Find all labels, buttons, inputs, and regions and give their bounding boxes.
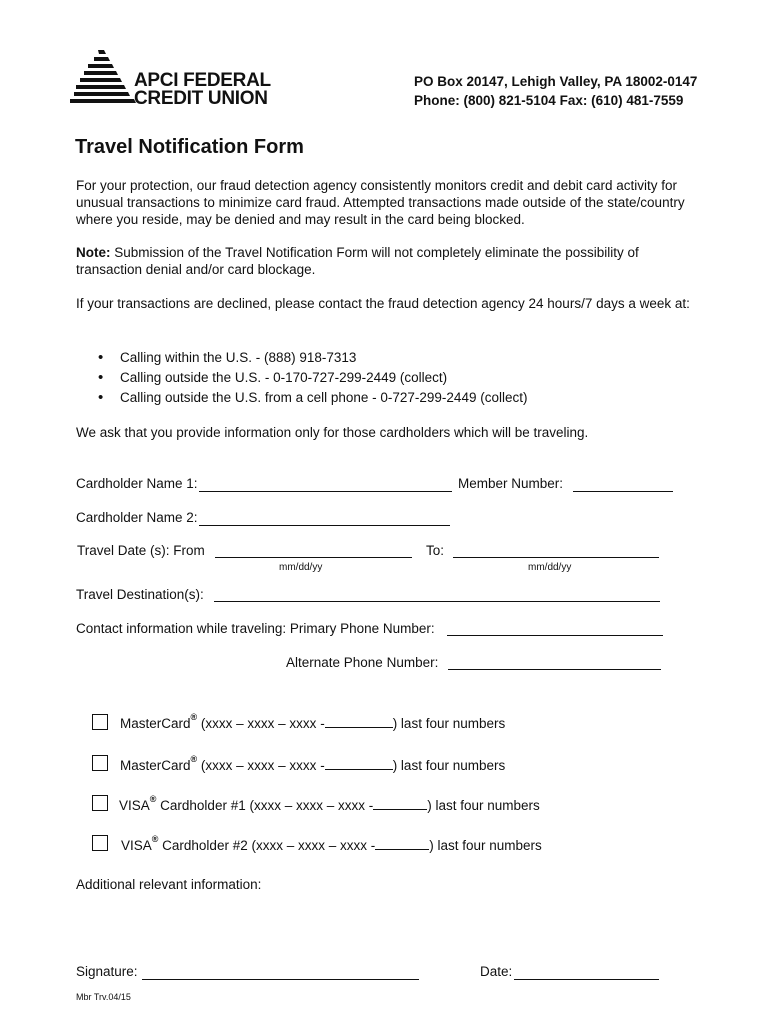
card-brand: MasterCard [120, 716, 191, 731]
cardholder-name-2-label: Cardholder Name 2: [76, 510, 198, 525]
signature-label: Signature: [76, 964, 138, 979]
card-mask: (xxxx – xxxx – xxxx - [197, 716, 325, 731]
visa-2-last-four-field[interactable] [375, 836, 429, 850]
note-label: Note: [76, 245, 111, 260]
mastercard-2-row [120, 756, 505, 773]
cardholder-name-2-field[interactable] [199, 511, 450, 526]
visa-1-checkbox[interactable] [92, 795, 108, 811]
cardholder-name-1-label: Cardholder Name 1: [76, 476, 198, 491]
travel-destination-label: Travel Destination(s): [76, 587, 204, 602]
card-mask: Cardholder #2 (xxxx – xxxx – xxxx - [158, 838, 376, 853]
card-brand: MasterCard [120, 758, 191, 773]
visa-1-row [119, 796, 540, 813]
mastercard-1-row [120, 714, 505, 731]
mailing-address: PO Box 20147, Lehigh Valley, PA 18002-0147 [414, 74, 698, 89]
additional-info-label: Additional relevant information: [76, 877, 262, 892]
form-code: Mbr Trv.04/15 [76, 992, 131, 1002]
signature-field[interactable] [142, 965, 419, 980]
declined-paragraph: If your transactions are declined, please contact the fraud detection agency 24 hours/7 days a week at: [76, 296, 690, 311]
card-suffix: ) last four numbers [427, 798, 540, 813]
card-suffix: ) last four numbers [392, 758, 506, 773]
date-format-hint-to: mm/dd/yy [528, 562, 572, 573]
mastercard-1-last-four-field[interactable] [325, 714, 393, 728]
date-format-hint-from: mm/dd/yy [279, 562, 323, 573]
list-item: • Calling outside the U.S. from a cell phone - 0-727-299-2449 (collect) [96, 388, 527, 408]
visa-2-checkbox[interactable] [92, 835, 108, 851]
list-item: • Calling within the U.S. - (888) 918-7313 [96, 348, 527, 368]
registered-mark: ® [190, 712, 198, 722]
form-title: Travel Notification Form [75, 136, 304, 158]
date-label: Date: [480, 964, 513, 979]
note-paragraph [76, 244, 696, 278]
visa-1-last-four-field[interactable] [373, 796, 427, 810]
note-text: Submission of the Travel Notification Form will not completely eliminate the possibility of transaction denial and/or card blockage. [76, 245, 639, 277]
date-field[interactable] [514, 965, 659, 980]
card-suffix: ) last four numbers [429, 838, 542, 853]
logo-text-line1: APCI FEDERAL [134, 70, 271, 91]
travel-date-from-field[interactable] [215, 543, 412, 558]
primary-phone-label: Contact information while traveling: Primary Phone Number: [76, 621, 435, 636]
registered-mark: ® [190, 754, 198, 764]
travel-date-to-label: To: [426, 543, 445, 558]
travel-date-to-field[interactable] [453, 543, 659, 558]
primary-phone-field[interactable] [447, 621, 663, 636]
card-mask: Cardholder #1 (xxxx – xxxx – xxxx - [156, 798, 374, 813]
registered-mark: ® [149, 794, 157, 804]
card-brand: VISA [121, 838, 152, 853]
cardholder-name-1-field[interactable] [199, 477, 452, 492]
contact-address-block [414, 72, 697, 110]
ask-paragraph: We ask that you provide information only for those cardholders which will be traveling. [76, 425, 589, 440]
phone-fax: Phone: (800) 821-5104 Fax: (610) 481-7559 [414, 93, 684, 108]
card-brand: VISA [119, 798, 150, 813]
visa-2-row [121, 836, 542, 853]
mastercard-2-last-four-field[interactable] [325, 756, 393, 770]
list-item: • Calling outside the U.S. - 0-170-727-299-2449 (collect) [96, 368, 527, 388]
travel-date-from-label: Travel Date (s): From [77, 543, 205, 558]
member-number-field[interactable] [573, 477, 673, 492]
member-number-label: Member Number: [458, 476, 564, 491]
contact-number-list [96, 348, 527, 408]
intro-paragraph: For your protection, our fraud detection agency consistently monitors credit and debit card activity for unusual transactions to minimize card fraud. Attempted transactions made outside of the state/country where you reside, may be denied and may result in the card being blocked. [76, 178, 685, 227]
registered-mark: ® [151, 834, 159, 844]
travel-destination-field[interactable] [214, 587, 660, 602]
alternate-phone-label: Alternate Phone Number: [286, 655, 439, 670]
credit-union-logo [68, 48, 288, 110]
mastercard-2-checkbox[interactable] [92, 755, 108, 771]
logo-text-line2: CREDIT UNION [134, 88, 268, 109]
card-suffix: ) last four numbers [392, 716, 506, 731]
card-mask: (xxxx – xxxx – xxxx - [197, 758, 325, 773]
alternate-phone-field[interactable] [448, 655, 661, 670]
mastercard-1-checkbox[interactable] [92, 714, 108, 730]
